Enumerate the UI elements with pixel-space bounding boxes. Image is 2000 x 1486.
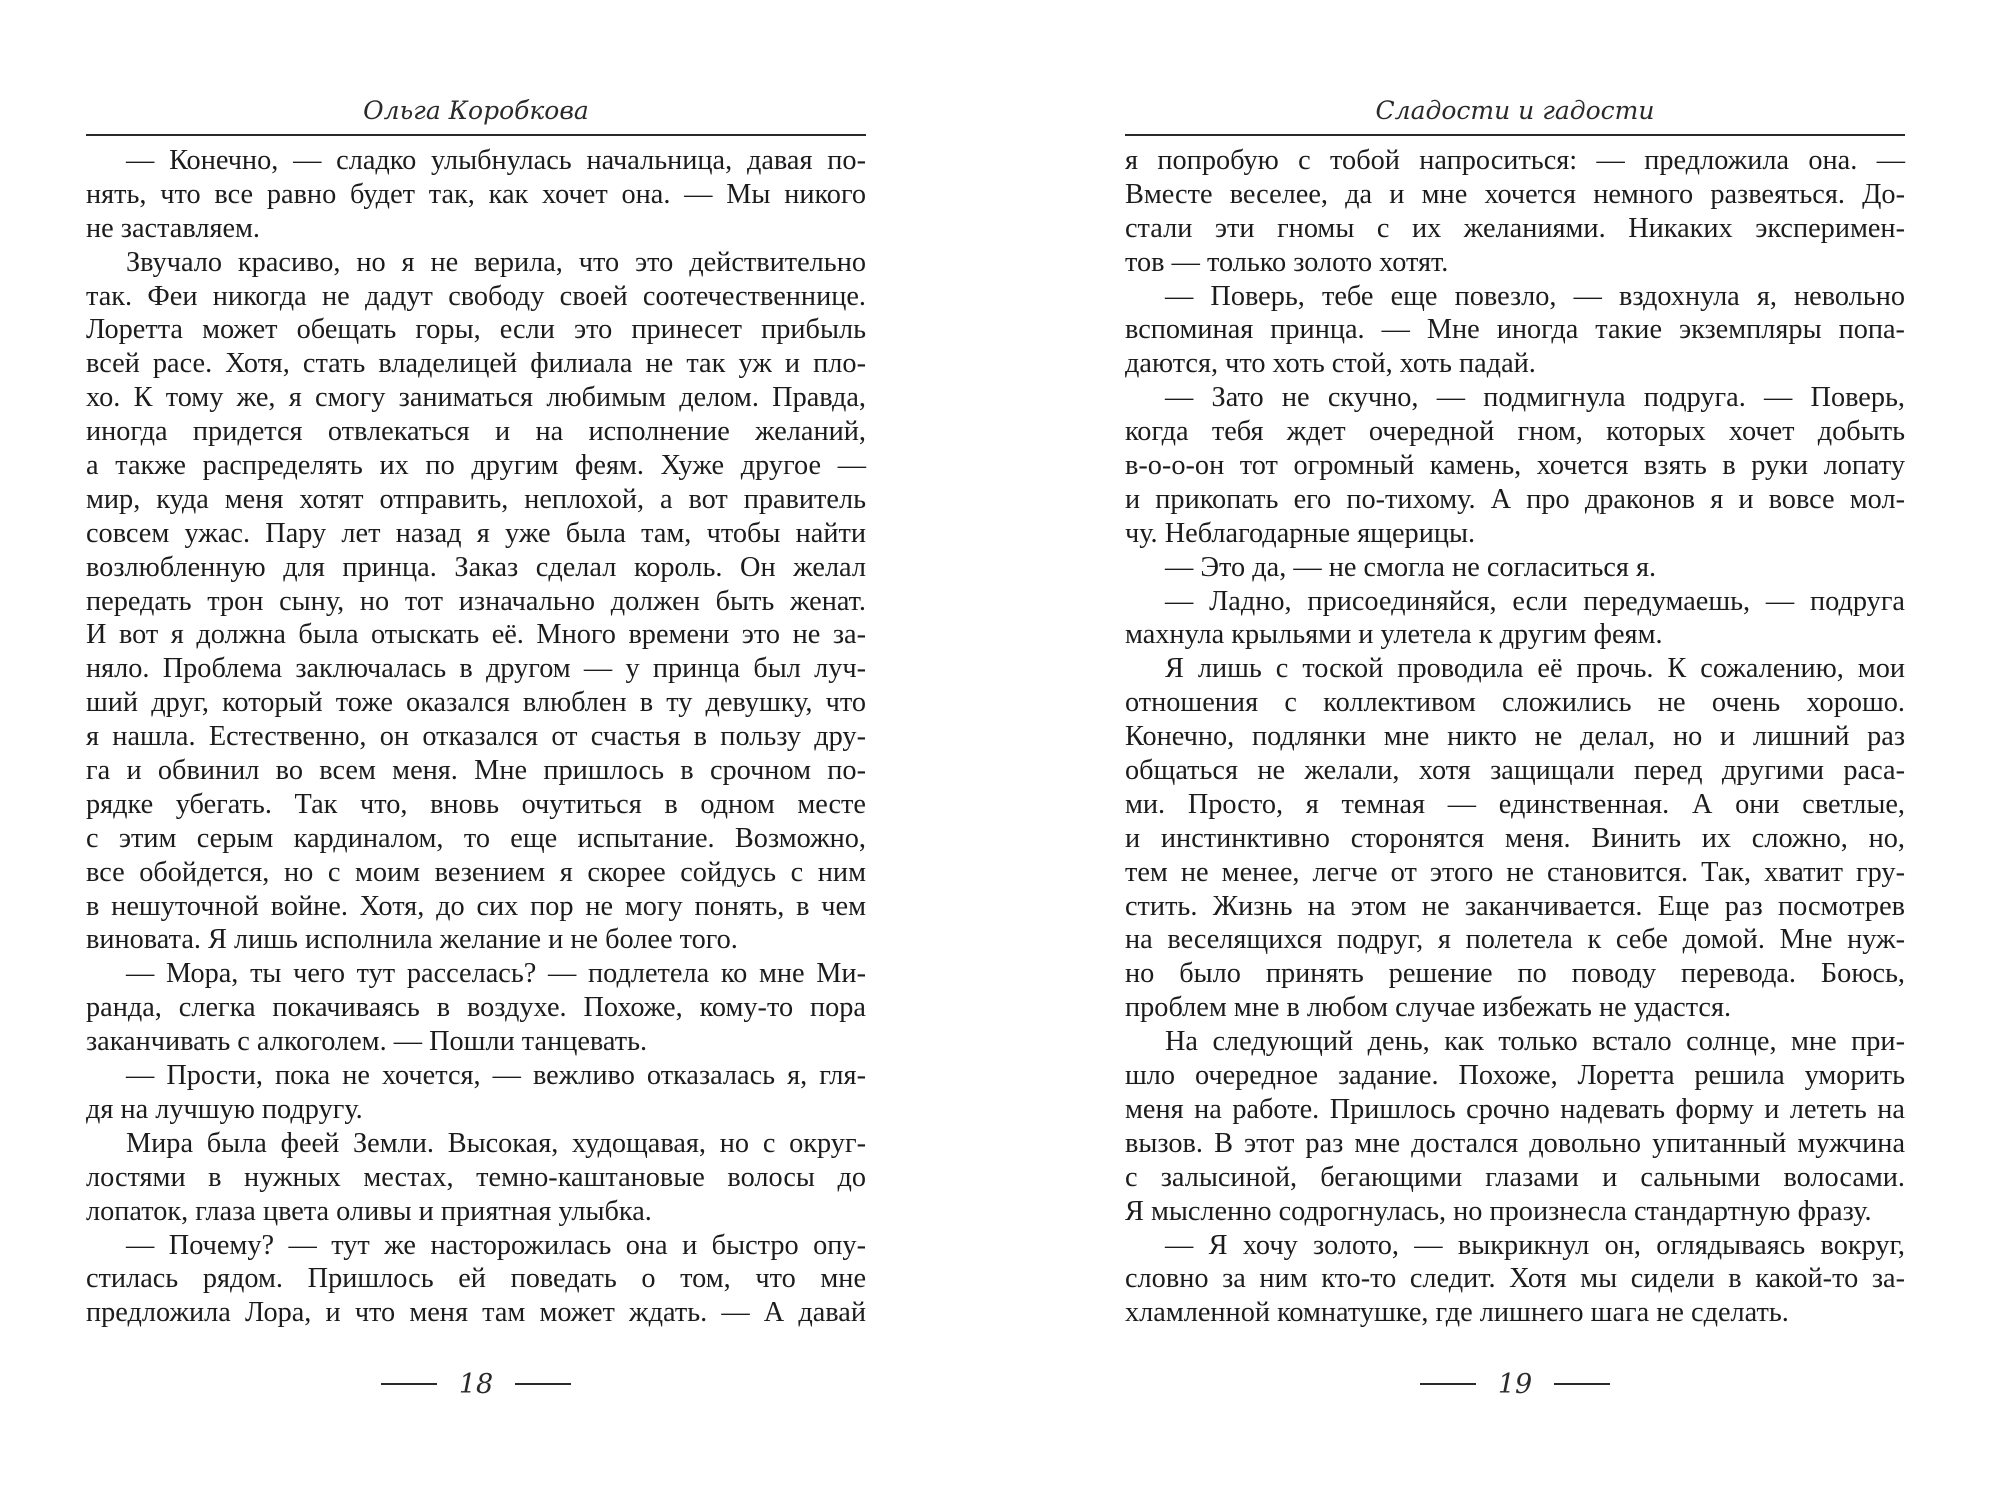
text-line: — Конечно, — сладко улыбнулась начальница, давая по-: [126, 145, 866, 176]
text-line: вспоминая принца. — Мне иногда такие экземпляры попа-: [1125, 314, 1905, 346]
text-line: дя на лучшую подругу.: [86, 1093, 363, 1125]
text-line: возлюбленную для принца. Заказ сделал король. Он желал: [86, 551, 866, 583]
text-line: — Прости, пока не хочется, — вежливо отказалась я, гля-: [126, 1060, 866, 1092]
page-number-footer: [86, 1366, 866, 1402]
text-line: стить. Жизнь на этом не заканчивается. Еще раз посмотрев: [1125, 890, 1905, 922]
text-line: рядке убегать. Так что, вновь очутиться в одном месте: [86, 788, 866, 820]
text-line: ми. Просто, я темная — единственная. А они светлые,: [1125, 788, 1905, 820]
text-line: вызов. В этот раз мне достался довольно упитанный мужчина: [1125, 1127, 1905, 1159]
text-line: махнула крыльями и улетела к другим феям.: [1125, 619, 1663, 651]
text-line: в-о-о-он тот огромный камень, хочется взять в руки лопату: [1125, 450, 1905, 482]
text-line: хо. К тому же, я смогу заниматься любимым делом. Правда,: [86, 382, 866, 414]
text-line: передать трон сыну, но тот изначально должен быть женат.: [86, 585, 866, 617]
body-text: [1125, 144, 1905, 1330]
text-line: так. Феи никогда не дадут свободу своей соотечественнице.: [86, 280, 866, 312]
text-line: лопаток, глаза цвета оливы и приятная улыбка.: [86, 1195, 652, 1227]
text-line: — Мора, ты чего тут расселась? — подлетела ко мне Ми-: [126, 958, 866, 990]
text-line: все обойдется, но с моим везением я скорее сойдусь с ним: [86, 856, 866, 888]
text-line: Вместе веселее, да и мне хочется немного развеяться. До-: [1125, 178, 1905, 210]
text-line: стали эти гномы с их желаниями. Никаких эксперимен-: [1125, 212, 1905, 244]
text-line: виновата. Я лишь исполнила желание и не более того.: [86, 924, 738, 956]
text-line: ший друг, который тоже оказался влюблен в ту девушку, что: [86, 687, 866, 719]
text-line: ранда, слегка покачиваясь в воздухе. Похоже, кому-то пора: [86, 992, 866, 1024]
folio-dash-right: [1554, 1383, 1610, 1385]
body-text: [86, 144, 866, 1330]
folio-dash-left: [381, 1383, 437, 1385]
text-line: не заставляем.: [86, 212, 261, 244]
page-number: 19: [1497, 1368, 1533, 1400]
text-line: в нешуточной войне. Хотя, до сих пор не могу понять, в чем: [86, 890, 866, 922]
text-line: лостями в нужных местах, темно-каштановые волосы до: [86, 1161, 866, 1193]
right-page: [1000, 0, 2000, 1486]
page-number-footer: [1125, 1366, 1905, 1402]
text-line: но было принять решение по поводу перевода. Боюсь,: [1125, 958, 1905, 990]
text-line: — Поверь, тебе еще повезло, — вздохнула я, невольно: [1165, 280, 1905, 312]
text-line: совсем ужас. Пару лет назад я уже была там, чтобы найти: [86, 517, 866, 549]
text-line: заканчивать с алкоголем. — Пошли танцевать.: [86, 1026, 648, 1058]
text-line: тов — только золото хотят.: [1125, 246, 1449, 278]
text-line: иногда придется отвлекаться и на исполнение желаний,: [86, 416, 866, 448]
text-line: Я лишь с тоской проводила её прочь. К сожалению, мои: [1165, 653, 1905, 685]
header-rule: [86, 134, 866, 136]
text-line: — Ладно, присоединяйся, если передумаешь, — подруга: [1165, 585, 1905, 617]
text-line: с залысиной, бегающими глазами и сальными волосами.: [1125, 1161, 1905, 1193]
text-line: мир, куда меня хотят отправить, неплохой, а вот правитель: [86, 483, 866, 515]
page-number: 18: [458, 1368, 494, 1400]
text-line: Мира была феей Земли. Высокая, худощавая, но с округ-: [126, 1127, 866, 1159]
text-line: предложила Лора, и что меня там может ждать. — А давай: [86, 1297, 866, 1329]
text-line: меня на работе. Пришлось срочно надевать форму и лететь на: [1125, 1093, 1905, 1125]
text-line: шло очередное задание. Похоже, Лоретта решила уморить: [1125, 1060, 1905, 1092]
running-head-title: Сладости и гадости: [1375, 96, 1655, 125]
text-line: хламленной комнатушке, где лишнего шага не сделать.: [1125, 1297, 1789, 1329]
text-line: словно за ним кто-то следит. Хотя мы сидели в какой-то за-: [1125, 1263, 1905, 1295]
text-line: стилась рядом. Пришлось ей поведать о том, что мне: [86, 1263, 866, 1295]
text-line: проблем мне в любом случае избежать не удастся.: [1125, 992, 1732, 1024]
text-line: — Почему? — тут же насторожилась она и быстро опу-: [126, 1229, 866, 1261]
folio-dash-left: [1420, 1383, 1476, 1385]
text-line: На следующий день, как только встало солнце, мне при-: [1165, 1026, 1905, 1058]
text-line: Звучало красиво, но я не верила, что это действительно: [126, 246, 866, 278]
text-line: на веселящихся подруг, я полетела к себе домой. Мне нуж-: [1125, 924, 1905, 956]
text-line: когда тебя ждет очередной гном, которых хочет добыть: [1125, 416, 1905, 448]
text-line: тем не менее, легче от этого не становится. Так, хватит гру-: [1125, 856, 1905, 888]
text-line: и инстинктивно сторонятся меня. Винить их сложно, но,: [1125, 822, 1905, 854]
text-line: няло. Проблема заключалась в другом — у принца был луч-: [86, 653, 866, 685]
text-line: а также распределять их по другим феям. Хуже другое —: [86, 450, 866, 482]
text-line: всей расе. Хотя, стать владелицей филиала не так уж и пло-: [86, 348, 866, 380]
text-line: — Я хочу золото, — выкрикнул он, оглядываясь вокруг,: [1165, 1229, 1905, 1261]
text-line: и прикопать его по-тихому. А про драконов я и вовсе мол-: [1125, 483, 1905, 515]
text-line: — Это да, — не смогла не согласиться я.: [1165, 551, 1657, 583]
folio-dash-right: [515, 1383, 571, 1385]
text-line: отношения с коллективом сложились не очень хорошо.: [1125, 687, 1905, 719]
text-line: даются, что хоть стой, хоть падай.: [1125, 348, 1536, 380]
text-line: общаться не желали, хотя защищали перед другими раса-: [1125, 755, 1905, 787]
running-head-author: Ольга Коробкова: [363, 96, 589, 125]
text-line: — Зато не скучно, — подмигнула подруга. — Поверь,: [1165, 382, 1905, 414]
text-line: Конечно, подлянки мне никто не делал, но и лишний раз: [1125, 721, 1905, 753]
text-line: Я мысленно содрогнулась, но произнесла стандартную фразу.: [1125, 1195, 1872, 1227]
text-line: га и обвинил во всем меня. Мне пришлось в срочном по-: [86, 755, 866, 787]
text-line: я нашла. Естественно, он отказался от счастья в пользу дру-: [86, 721, 866, 753]
text-line: чу. Неблагодарные ящерицы.: [1125, 517, 1476, 549]
text-line: нять, что все равно будет так, как хочет она. — Мы никого: [86, 178, 866, 210]
text-line: Лоретта может обещать горы, если это принесет прибыль: [86, 314, 866, 346]
text-line: И вот я должна была отыскать её. Много времени это не за-: [86, 619, 866, 651]
text-line: я попробую с тобой напроситься: — предложила она. —: [1125, 145, 1905, 176]
header-rule: [1125, 134, 1905, 136]
text-line: с этим серым кардиналом, то еще испытание. Возможно,: [86, 822, 866, 854]
